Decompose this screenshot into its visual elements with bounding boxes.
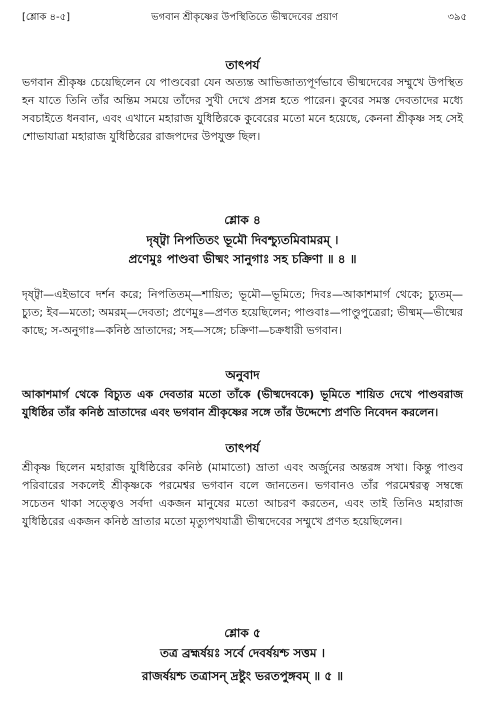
- translation-paragraph: আকাশমার্গ থেকে বিচ্যুত এক দেবতার মতো তাঁকে (ভীষ্মদেবকে) ভূমিতে শায়িত দেখে পাণ্ডবরাজ যুধিষ্ঠির তাঁর কনিষ্ঠ ভ্রাতাদের এবং ভগবান শ্রীকৃষ্ণের সঙ্গে তাঁর উদ্দেশ্যে প্রণতি নিবেদন করলেন।: [22, 388, 463, 419]
- translation-heading: অনুবাদ: [225, 368, 260, 382]
- purport-2-paragraph: শ্রীকৃষ্ণ ছিলেন মহারাজ যুধিষ্ঠিরের কনিষ্ঠ (মামাতো) ভ্রাতা এবং অর্জুনের অন্তরঙ্গ সখা। কিন্তু পাণ্ডব পরিবারের সকলেই শ্রীকৃষ্ণকে পরমেশ্বর ভগবান বলে জানতেন। ভগবানও তাঁর পরমেশ্বরত্ব সম্বন্ধে সচেতন থাকা সত্ত্বেও সর্বদা একজন মানুষের মতো আচরণ করতেন, এবং তাই তিনিও মহারাজ যুধিষ্ঠিরের একজন কনিষ্ঠ ভ্রাতার মতো মৃত্যুপথযাত্রী ভীষ্মদেবের সম্মুখে প্রণত হয়েছিলেন।: [22, 461, 463, 528]
- header-page-number: ৩৯৫: [447, 12, 467, 23]
- purport-heading: তাৎপর্য: [225, 58, 260, 72]
- verse-5-line-2: রাজর্ষয়শ্চ তত্রাসন্ দ্রষ্টুং ভরতপুঙ্গবম্ ॥ ৫ ॥: [141, 669, 344, 683]
- purport-2-heading: তাৎপর্য: [225, 441, 260, 455]
- purport-paragraph: ভগবান শ্রীকৃষ্ণ চেয়েছিলেন যে পাণ্ডবেরা যেন অত্যন্ত আভিজাত্যপূর্ণভাবে ভীষ্মদেবের সম্মুখে উপস্থিত হন যাতে তিনি তাঁর অন্তিম সময়ে তাঁদের সুখী দেখে প্রসন্ন হতে পারেন। কুবের সমস্ত দেবতাদের মধ্যে সবচাইতে ধনবান, এবং এখানে মহারাজ যুধিষ্ঠিরকে কুবেরের মতো মনে হয়েছে, কেননা শ্রীকৃষ্ণ সহ সেই শোভাযাত্রা মহারাজ যুধিষ্ঠিরের রাজপদের উপযুক্ত ছিল।: [22, 76, 463, 143]
- running-header: [22, 10, 467, 28]
- verse-5-line-1: তত্র ব্রহ্মর্ষয়ঃ সর্বে দেবর্ষয়শ্চ সত্তম ।: [159, 646, 326, 660]
- verse-5-heading: শ্লোক ৫: [224, 626, 261, 640]
- header-verse-ref: [শ্লোক ৪-৫]: [22, 12, 71, 23]
- header-running-title: ভগবান শ্রীকৃষ্ণের উপস্থিতিতে ভীষ্মদেবের প্রয়াণ: [151, 12, 338, 23]
- verse-4-line-2: প্রণেমুঃ পাণ্ডবা ভীষ্মং সানুগাঃ সহ চক্রিণা ॥ ৪ ॥: [128, 252, 357, 266]
- verse-4-line-1: দৃষ্ট্বা নিপতিতং ভূমৌ দিবশ্চ্যুতমিবামরম্ ।: [146, 233, 339, 247]
- synonyms-paragraph: দৃষ্ট্বা—এইভাবে দর্শন করে; নিপতিতম্—শায়িত; ভূমৌ—ভূমিতে; দিবঃ—আকাশমার্গ থেকে; চ্যুতম্—চ্যুত; ইব—মতো; অমরম্—দেবতা; প্রণেমুঃ—প্রণত হয়েছিলেন; পাণ্ডবাঃ—পাণ্ডুপুত্রেরা; ভীষ্মম্—ভীষ্মের কাছে; স-অনুগাঃ—কনিষ্ঠ ভ্রাতাদের; সহ—সঙ্গে; চক্রিণা—চক্রধারী ভগবান।: [22, 288, 463, 337]
- verse-4-heading: শ্লোক ৪: [224, 213, 261, 227]
